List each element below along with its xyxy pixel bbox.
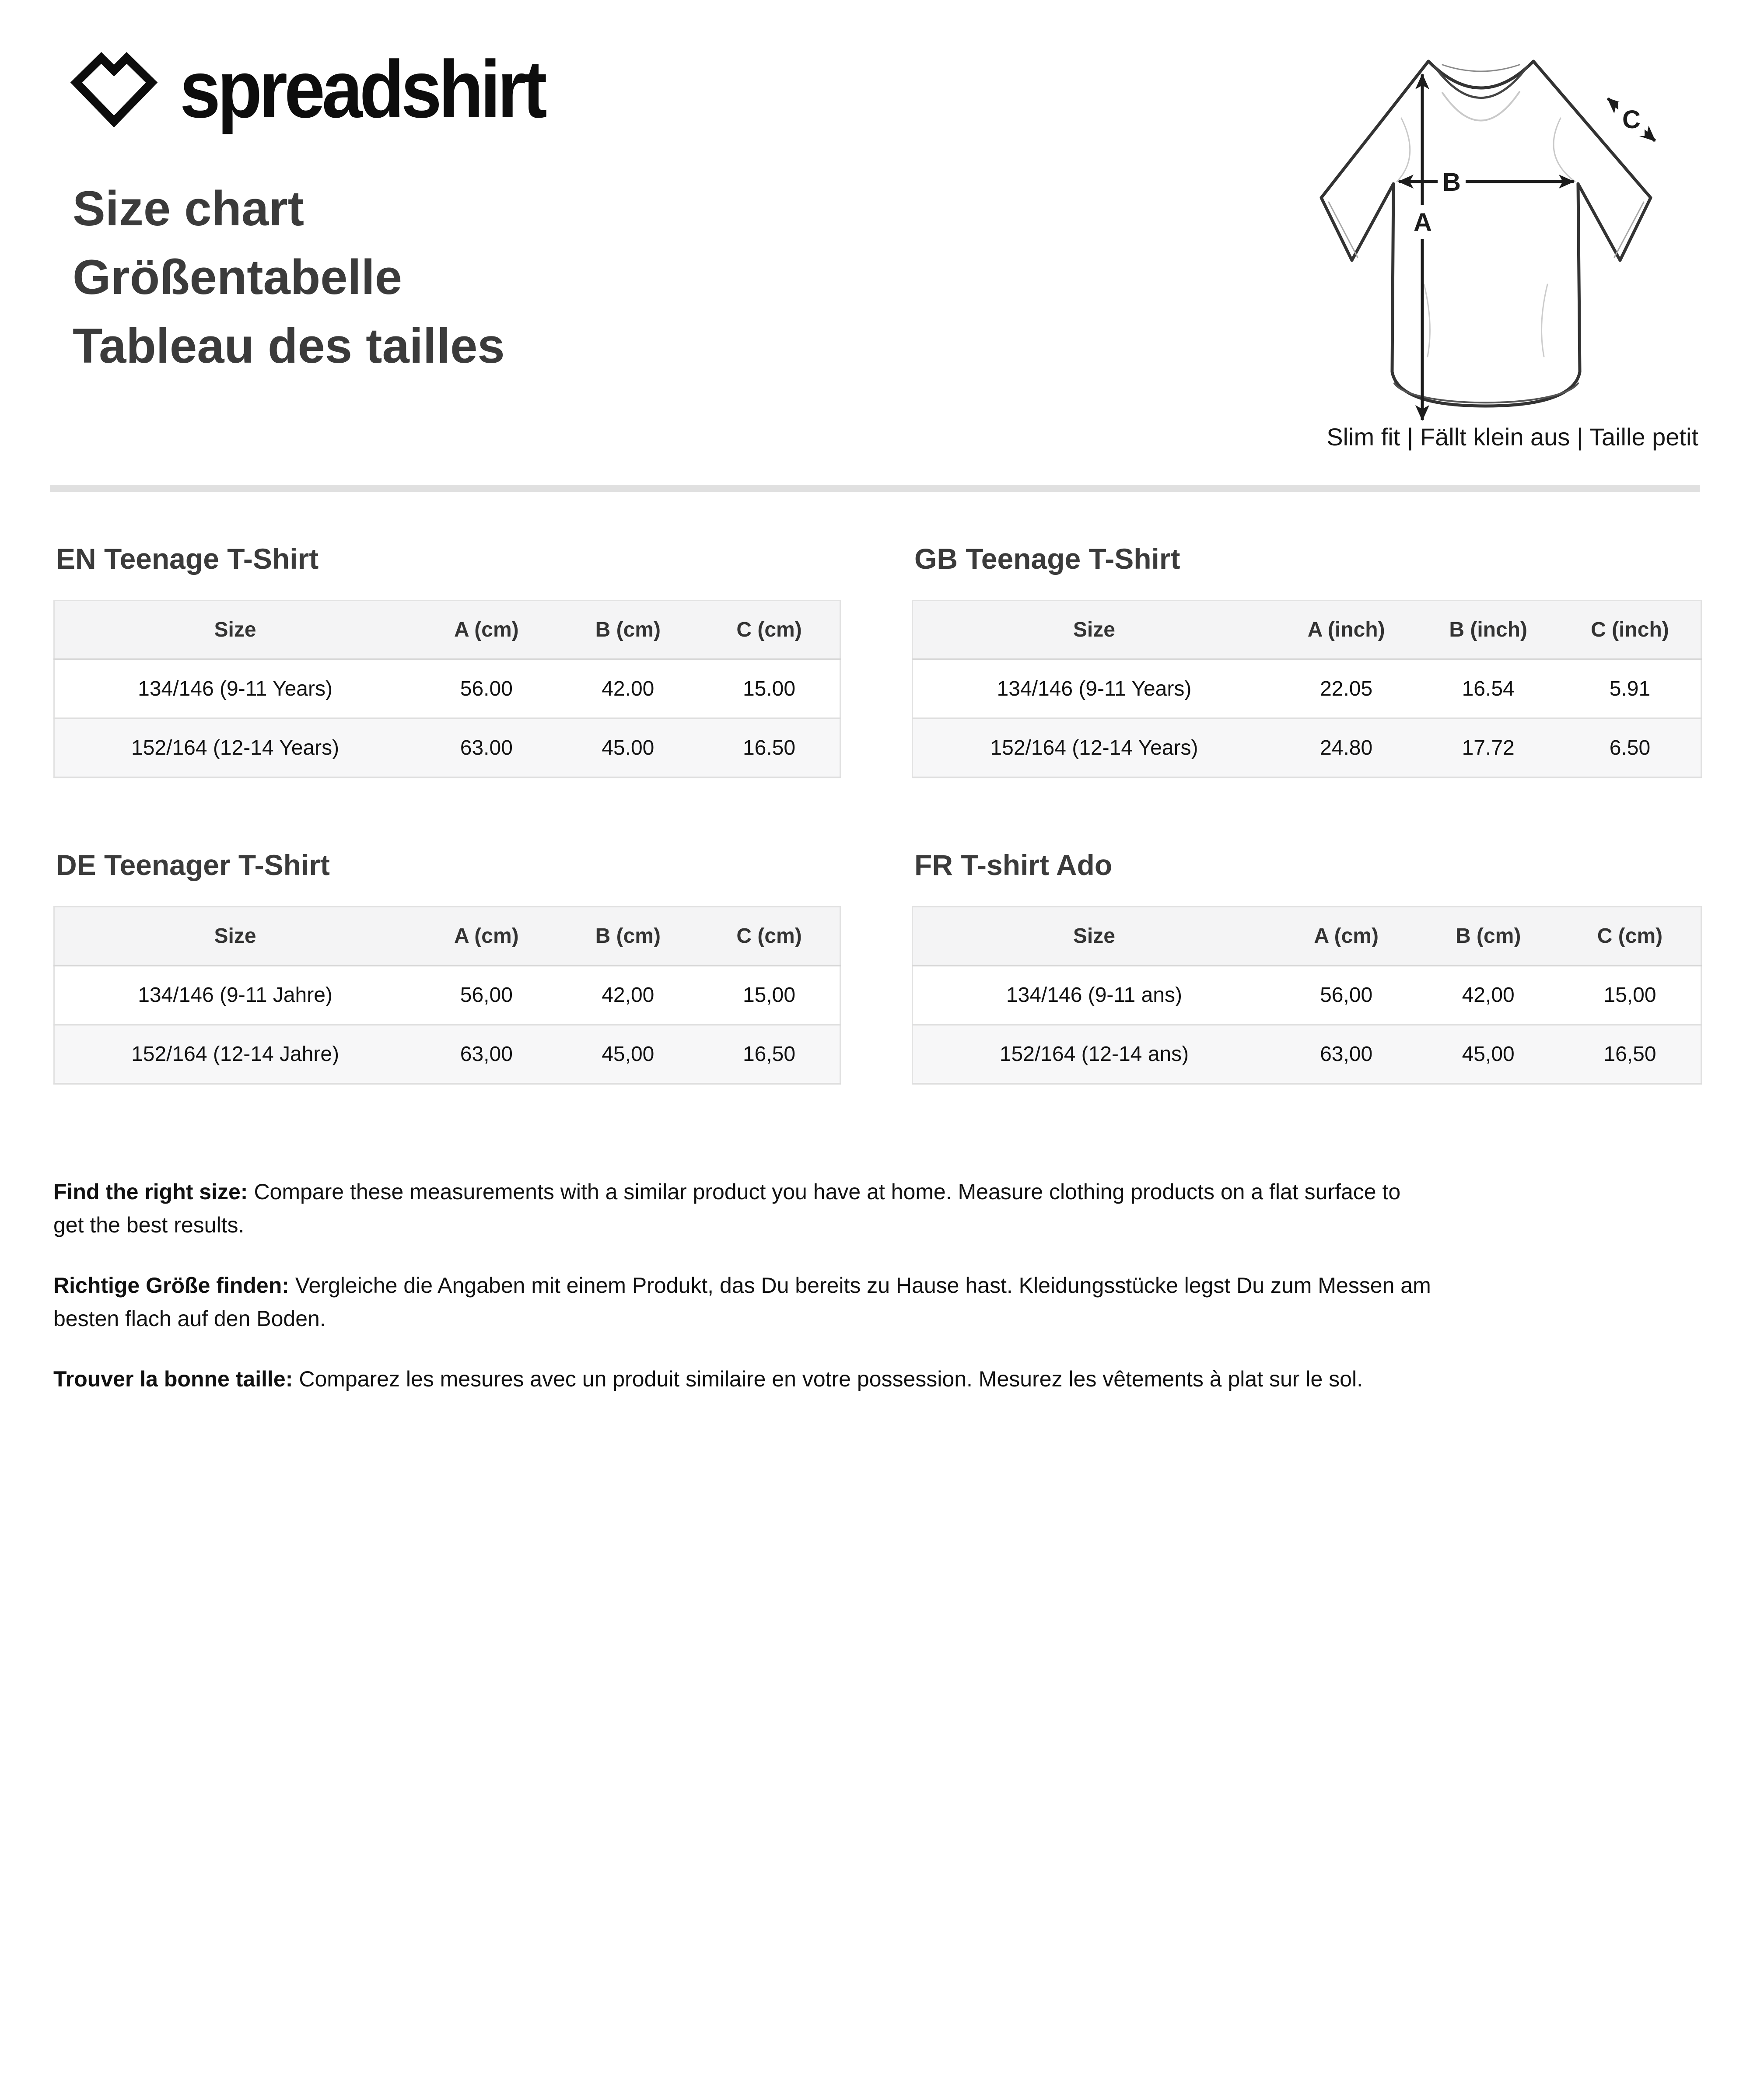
table-header-row	[54, 601, 840, 660]
note-en-line1: Compare these measurements with a similar product you have at home. Measure clothing products on a flat surface to	[254, 1180, 1401, 1204]
brand-logo	[69, 43, 584, 136]
column-header-a: A (cm)	[416, 907, 557, 966]
cell-b: 45.00	[602, 736, 654, 760]
measure-label-b: B	[1442, 168, 1461, 196]
cell-b: 45,00	[1462, 1043, 1515, 1066]
note-de-lead: Richtige Größe finden:	[53, 1273, 289, 1298]
column-header-size: Size	[913, 601, 1275, 660]
table-header-row	[913, 601, 1701, 660]
table-row	[54, 1025, 840, 1084]
column-header-b: B (cm)	[557, 907, 699, 966]
note-en-lead: Find the right size:	[53, 1180, 248, 1204]
column-header-size: Size	[54, 601, 416, 660]
column-header-c: C (cm)	[699, 907, 840, 966]
section-de	[53, 845, 841, 1085]
size-table-en	[53, 600, 841, 778]
column-header-b: B (inch)	[1417, 601, 1559, 660]
cell-c: 15,00	[1603, 984, 1656, 1007]
size-table-fr	[912, 906, 1702, 1085]
section-heading-gb: GB Teenage T-Shirt	[914, 542, 1180, 575]
cell-b: 42,00	[602, 984, 654, 1007]
note-de-line2: besten flach auf den Boden.	[53, 1306, 326, 1331]
measure-label-c: C	[1622, 105, 1641, 134]
column-header-c: C (inch)	[1559, 601, 1701, 660]
page-title-en: Size chart	[73, 181, 304, 236]
column-header-size: Size	[54, 907, 416, 966]
cell-size: 134/146 (9-11 ans)	[1006, 984, 1182, 1007]
fit-note: Slim fit | Fällt klein aus | Taille petit	[1326, 423, 1698, 451]
cell-a: 22.05	[1320, 677, 1373, 700]
cell-size: 152/164 (12-14 Jahre)	[131, 1043, 340, 1066]
section-divider	[50, 485, 1700, 492]
cell-c: 16.50	[742, 736, 796, 760]
cell-size: 152/164 (12-14 Years)	[990, 736, 1198, 760]
table-row	[54, 966, 840, 1025]
cell-c: 5.91	[1609, 677, 1651, 700]
section-heading-de: DE Teenager T-Shirt	[56, 849, 330, 881]
table-header-row	[54, 907, 840, 966]
column-header-a: A (inch)	[1275, 601, 1418, 660]
table-row	[54, 659, 840, 718]
table-header-row	[913, 907, 1701, 966]
cell-size: 152/164 (12-14 ans)	[999, 1043, 1189, 1066]
section-fr	[912, 845, 1702, 1085]
note-fr-lead: Trouver la bonne taille:	[53, 1367, 293, 1391]
column-header-c: C (cm)	[1559, 907, 1701, 966]
note-fr	[53, 1362, 1698, 1396]
table-row	[913, 718, 1701, 777]
measure-label-a: A	[1414, 208, 1432, 237]
cell-c: 16,50	[742, 1043, 796, 1066]
cell-a: 56,00	[460, 984, 513, 1007]
column-header-c: C (cm)	[699, 601, 840, 660]
table-row	[913, 966, 1701, 1025]
note-fr-line1: Comparez les mesures avec un produit similaire en votre possession. Mesurez les vêtements à plat sur le sol.	[299, 1367, 1363, 1391]
column-header-a: A (cm)	[416, 601, 557, 660]
section-heading-fr: FR T-shirt Ado	[914, 849, 1113, 881]
section-gb	[912, 539, 1702, 778]
cell-b: 16.54	[1462, 677, 1515, 700]
cell-a: 56.00	[460, 677, 513, 700]
cell-size: 134/146 (9-11 Years)	[138, 677, 332, 700]
cell-a: 63.00	[460, 736, 513, 760]
cell-a: 63,00	[460, 1043, 513, 1066]
column-header-size: Size	[913, 907, 1275, 966]
size-table-gb	[912, 600, 1702, 778]
note-de-line1: Vergleiche die Angaben mit einem Produkt, das Du bereits zu Hause hast. Kleidungsstücke legst Du zum Messen am	[295, 1273, 1431, 1298]
cell-size: 152/164 (12-14 Years)	[131, 736, 340, 760]
cell-a: 56,00	[1320, 984, 1373, 1007]
cell-size: 134/146 (9-11 Years)	[997, 677, 1192, 700]
cell-b: 42,00	[1462, 984, 1515, 1007]
cell-c: 6.50	[1609, 736, 1651, 760]
cell-b: 42.00	[602, 677, 654, 700]
tshirt-measurement-diagram	[1288, 39, 1684, 433]
sizing-notes	[53, 1175, 1698, 1423]
page-title-fr: Tableau des tailles	[73, 318, 505, 373]
cell-c: 16,50	[1603, 1043, 1656, 1066]
page-titles	[73, 174, 505, 380]
table-row	[54, 718, 840, 777]
page-title-de: Größentabelle	[73, 250, 402, 304]
note-en-line2: get the best results.	[53, 1213, 245, 1237]
cell-a: 63,00	[1320, 1043, 1373, 1066]
cell-c: 15.00	[742, 677, 796, 700]
cell-size: 134/146 (9-11 Jahre)	[138, 984, 332, 1007]
spreadshirt-heart-icon	[69, 51, 159, 129]
cell-b: 45,00	[602, 1043, 654, 1066]
section-heading-en: EN Teenage T-Shirt	[56, 542, 319, 575]
cell-a: 24.80	[1320, 736, 1373, 760]
table-row	[913, 659, 1701, 718]
table-row	[913, 1025, 1701, 1084]
section-en	[53, 539, 841, 778]
column-header-b: B (cm)	[1417, 907, 1559, 966]
note-en	[53, 1175, 1698, 1242]
size-table-de	[53, 906, 841, 1085]
note-de	[53, 1269, 1698, 1335]
tshirt-outline	[1321, 61, 1651, 406]
cell-b: 17.72	[1462, 736, 1515, 760]
brand-name: spreadshirt	[180, 44, 544, 135]
column-header-b: B (cm)	[557, 601, 699, 660]
cell-c: 15,00	[742, 984, 796, 1007]
column-header-a: A (cm)	[1275, 907, 1418, 966]
